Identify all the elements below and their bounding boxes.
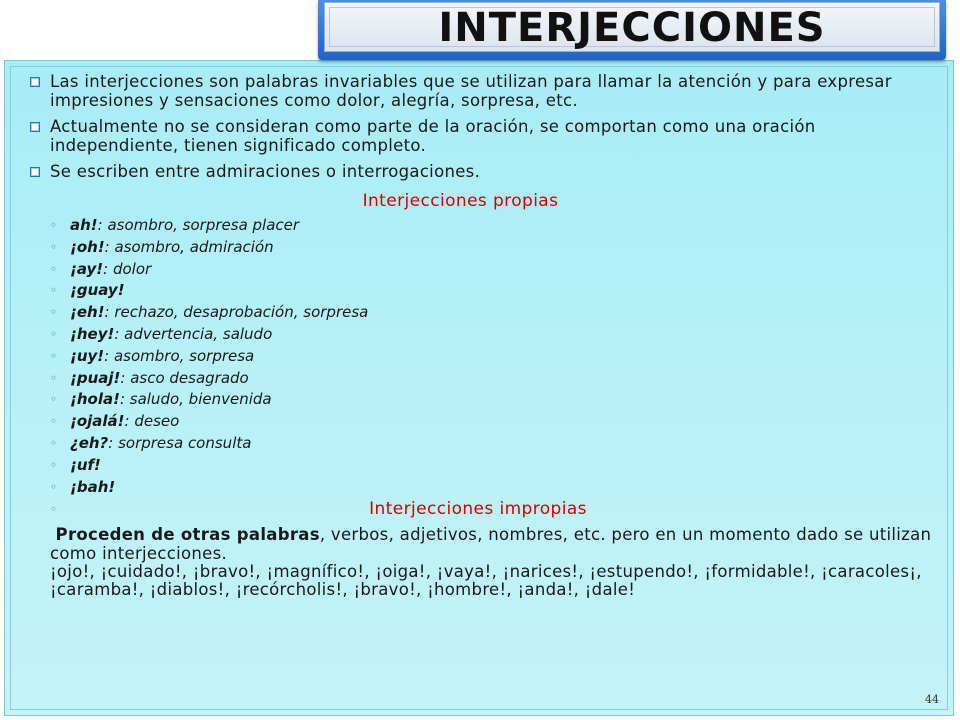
interjection-meaning: : asombro, sorpresa placer xyxy=(97,216,300,234)
impropias-paragraph xyxy=(50,526,940,599)
interjection-term: ¡hola! xyxy=(70,390,120,409)
circle-bullet-icon: ◦ xyxy=(50,502,58,517)
interjection-item xyxy=(50,215,928,237)
circle-bullet-icon: ◦ xyxy=(50,326,58,341)
interjection-meaning: : asombro, sorpresa xyxy=(104,346,255,365)
propias-list xyxy=(28,215,928,498)
circle-bullet-icon: ◦ xyxy=(50,370,58,385)
interjection-item xyxy=(50,302,928,324)
interjection-item xyxy=(50,433,928,455)
circle-bullet-icon: ◦ xyxy=(50,218,58,232)
interjection-item xyxy=(50,477,928,499)
circle-bullet-icon: ◦ xyxy=(50,392,58,407)
impropias-intro xyxy=(50,526,940,562)
interjection-meaning: : advertencia, saludo xyxy=(114,324,273,343)
interjection-meaning: : rechazo, desaprobación, sorpresa xyxy=(104,303,369,322)
interjection-term: ah! xyxy=(70,216,98,234)
circle-bullet-icon: ◦ xyxy=(50,305,58,320)
interjection-term: ¡guay! xyxy=(70,281,125,300)
square-bullet-icon xyxy=(30,77,40,87)
interjection-item xyxy=(50,411,928,433)
slide-title: INTERJECCIONES xyxy=(438,5,826,51)
square-bullet-icon xyxy=(30,167,40,177)
interjection-item xyxy=(50,346,928,368)
interjection-item xyxy=(50,389,928,411)
interjection-item xyxy=(50,455,928,477)
bullet-item xyxy=(28,162,928,181)
impropias-heading: Interjecciones impropias xyxy=(369,499,587,520)
interjection-item xyxy=(50,280,928,302)
slide-content xyxy=(28,72,932,599)
circle-bullet-icon: ◦ xyxy=(50,457,58,472)
interjection-meaning: : sorpresa consulta xyxy=(108,433,252,452)
impropias-intro-rest: , verbos, adjetivos, nombres, etc. pero en un momento dado se utilizan como interjecciones. xyxy=(50,525,932,563)
circle-bullet-icon: ◦ xyxy=(50,479,58,494)
interjection-term: ¡eh! xyxy=(70,303,105,322)
interjection-meaning: : deseo xyxy=(124,412,180,431)
interjection-term: ¡ojalá! xyxy=(70,412,125,431)
interjection-item xyxy=(50,237,928,259)
interjection-term: ¡puaj! xyxy=(70,368,121,387)
interjection-item xyxy=(50,259,928,281)
interjection-term: ¡bah! xyxy=(70,477,116,496)
title-bar xyxy=(318,0,946,60)
impropias-examples: ¡ojo!, ¡cuidado!, ¡bravo!, ¡magnífico!, ¡oiga!, ¡vaya!, ¡narices!, ¡estupendo!, ¡formidable!, ¡caracoles¡, ¡caramba!, ¡diablos!, ¡recórcholis!, ¡bravo!, ¡hombre!, ¡anda!, ¡dale! xyxy=(50,561,922,599)
bullet-item xyxy=(28,117,928,155)
circle-bullet-icon: ◦ xyxy=(50,261,58,276)
circle-bullet-icon: ◦ xyxy=(50,435,58,450)
circle-bullet-icon: ◦ xyxy=(50,348,58,363)
propias-heading: Interjecciones propias xyxy=(362,191,559,211)
interjection-term: ¡uy! xyxy=(70,346,105,365)
circle-bullet-icon: ◦ xyxy=(50,239,58,254)
bullet-text: Las interjecciones son palabras invariables que se utilizan para llamar la atención y para expresar impresiones y sensaciones como dolor, alegría, sorpresa, etc. xyxy=(50,72,892,110)
bullet-text: Se escriben entre admiraciones o interrogaciones. xyxy=(50,162,481,181)
interjection-term: ¿eh? xyxy=(70,433,109,452)
interjection-meaning: : saludo, bienvenida xyxy=(119,390,272,409)
interjection-term: ¡ay! xyxy=(70,259,104,278)
circle-bullet-icon: ◦ xyxy=(50,283,58,298)
circle-bullet-icon: ◦ xyxy=(50,414,58,429)
bullet-item xyxy=(28,72,928,110)
slide-number: 44 xyxy=(925,693,939,706)
interjection-item xyxy=(50,368,928,390)
main-bullet-list xyxy=(28,72,928,181)
interjection-meaning: : asco desagrado xyxy=(120,368,249,387)
square-bullet-icon xyxy=(30,122,40,132)
interjection-meaning: : asombro, admiración xyxy=(104,237,274,256)
interjection-term: ¡oh! xyxy=(70,237,105,256)
title-frame xyxy=(324,2,940,52)
interjection-meaning: : dolor xyxy=(103,259,152,278)
interjection-term: ¡uf! xyxy=(70,455,101,474)
impropias-intro-strong: Proceden de otras palabras xyxy=(55,525,320,545)
interjection-item xyxy=(50,324,928,346)
bullet-text: Actualmente no se consideran como parte de la oración, se comportan como una oración independiente, tienen significado completo. xyxy=(50,117,816,155)
impropias-heading-row xyxy=(28,498,928,520)
interjection-term: ¡hey! xyxy=(70,324,115,343)
